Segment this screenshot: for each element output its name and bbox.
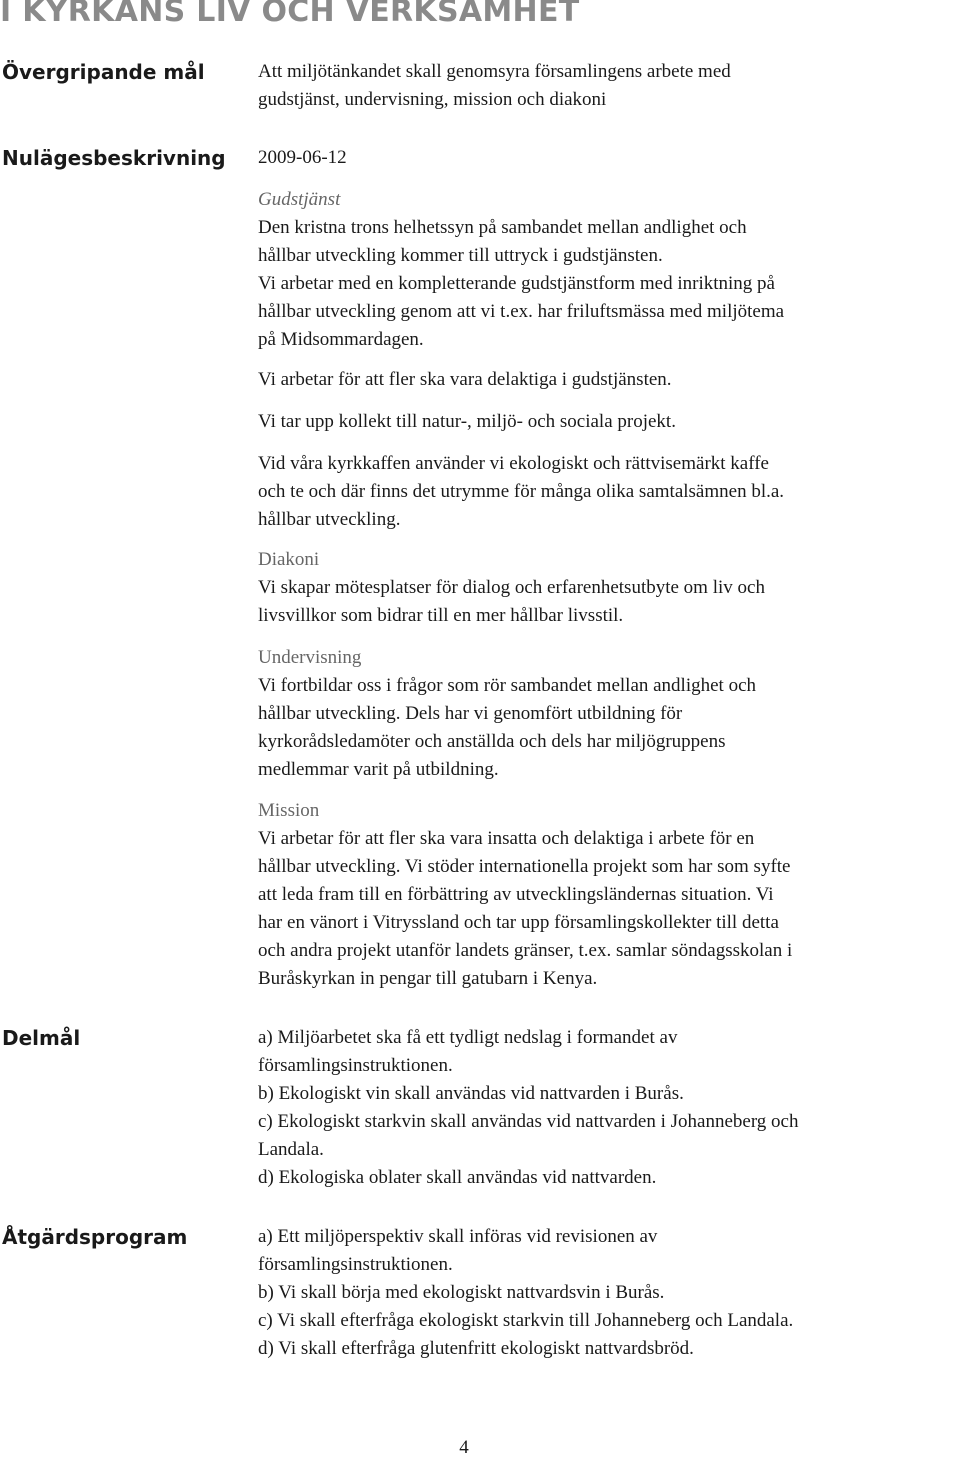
teaching-title: Undervisning bbox=[258, 647, 362, 668]
diakonia-title: Diakoni bbox=[258, 549, 320, 570]
text-line: livsvillkor som bidrar till en mer hållbar livsstil. bbox=[258, 605, 624, 626]
label-actions: Åtgärdsprogram bbox=[2, 1225, 188, 1249]
text-line: Vi arbetar för att fler ska vara delaktiga i gudstjänsten. bbox=[258, 369, 672, 390]
text-line: har en vänort i Vitryssland och tar upp församlingskollekter till detta bbox=[258, 912, 779, 933]
text-line: kyrkorådsledamöter och anställda och dels har miljögruppens bbox=[258, 731, 726, 752]
text-line: Vi skapar mötesplatser för dialog och erfarenhetsutbyte om liv och bbox=[258, 577, 765, 598]
text-line: Vi arbetar för att fler ska vara insatta och delaktiga i arbete för en bbox=[258, 828, 755, 849]
subgoals-list bbox=[258, 1024, 958, 1192]
section-heading: I KYRKANS LIV OCH VERKSAMHET bbox=[0, 0, 580, 29]
text-line: hållbar utveckling. Dels har vi genomfört utbildning för bbox=[258, 703, 683, 724]
text-line: Den kristna trons helhetssyn på sambandet mellan andlighet och bbox=[258, 217, 747, 238]
list-item: a) Ett miljöperspektiv skall införas vid revisionen av bbox=[258, 1226, 658, 1247]
text-line: Vi arbetar med en kompletterande gudstjänstform med inriktning på bbox=[258, 273, 775, 294]
text-line: medlemmar varit på utbildning. bbox=[258, 759, 499, 780]
actions-list bbox=[258, 1223, 958, 1363]
list-item: c) Vi skall efterfråga ekologiskt starkvin till Johanneberg och Landala. bbox=[258, 1310, 794, 1331]
worship-paragraph-2 bbox=[258, 366, 958, 394]
text-line: hållbar utveckling genom att vi t.ex. har friluftsmässa med miljötema bbox=[258, 301, 785, 322]
label-overall-goal: Övergripande mål bbox=[2, 60, 205, 84]
text-line: Buråskyrkan in pengar till gatubarn i Kenya. bbox=[258, 968, 598, 989]
list-item: b) Vi skall börja med ekologiskt nattvardsvin i Burås. bbox=[258, 1282, 665, 1303]
text-line: Att miljötänkandet skall genomsyra församlingens arbete med bbox=[258, 61, 731, 82]
text-line: Vi tar upp kollekt till natur-, miljö- och sociala projekt. bbox=[258, 411, 676, 432]
label-status: Nulägesbeskrivning bbox=[2, 146, 226, 170]
status-date: 2009-06-12 bbox=[258, 147, 347, 168]
text-line: Vi fortbildar oss i frågor som rör sambandet mellan andlighet och bbox=[258, 675, 757, 696]
worship-title: Gudstjänst bbox=[258, 189, 341, 210]
text-line: och andra projekt utanför landets gränser, t.ex. samlar söndagsskolan i bbox=[258, 940, 793, 961]
mission-title: Mission bbox=[258, 800, 320, 821]
overall-goal-text bbox=[258, 58, 958, 114]
list-item: c) Ekologiskt starkvin skall användas vid nattvarden i Johanneberg och bbox=[258, 1111, 799, 1132]
teaching-section bbox=[258, 644, 958, 784]
page-number: 4 bbox=[459, 1437, 469, 1458]
text-line: gudstjänst, undervisning, mission och diakoni bbox=[258, 89, 607, 110]
text-line: hållbar utveckling. Vi stöder internationella projekt som har som syfte bbox=[258, 856, 791, 877]
list-item: a) Miljöarbetet ska få ett tydligt nedslag i formandet av bbox=[258, 1027, 678, 1048]
worship-paragraph-3 bbox=[258, 408, 958, 436]
list-item: Landala. bbox=[258, 1139, 324, 1160]
text-line: Vid våra kyrkkaffen använder vi ekologiskt och rättvisemärkt kaffe bbox=[258, 453, 769, 474]
text-line: på Midsommardagen. bbox=[258, 329, 424, 350]
worship-section bbox=[258, 186, 958, 354]
mission-section bbox=[258, 797, 958, 993]
text-line: att leda fram till en förbättring av utvecklingsländernas situation. Vi bbox=[258, 884, 774, 905]
list-item: församlingsinstruktionen. bbox=[258, 1055, 453, 1076]
worship-paragraph-4 bbox=[258, 450, 958, 534]
list-item: d) Ekologiska oblater skall användas vid nattvarden. bbox=[258, 1167, 657, 1188]
diakonia-section bbox=[258, 546, 958, 630]
list-item: b) Ekologiskt vin skall användas vid nattvarden i Burås. bbox=[258, 1083, 684, 1104]
list-item: församlingsinstruktionen. bbox=[258, 1254, 453, 1275]
label-subgoals: Delmål bbox=[2, 1026, 81, 1050]
text-line: hållbar utveckling. bbox=[258, 509, 401, 530]
list-item: d) Vi skall efterfråga glutenfritt ekologiskt nattvardsbröd. bbox=[258, 1338, 694, 1359]
text-line: och te och där finns det utrymme för många olika samtalsämnen bl.a. bbox=[258, 481, 785, 502]
text-line: hållbar utveckling kommer till uttryck i gudstjänsten. bbox=[258, 245, 663, 266]
